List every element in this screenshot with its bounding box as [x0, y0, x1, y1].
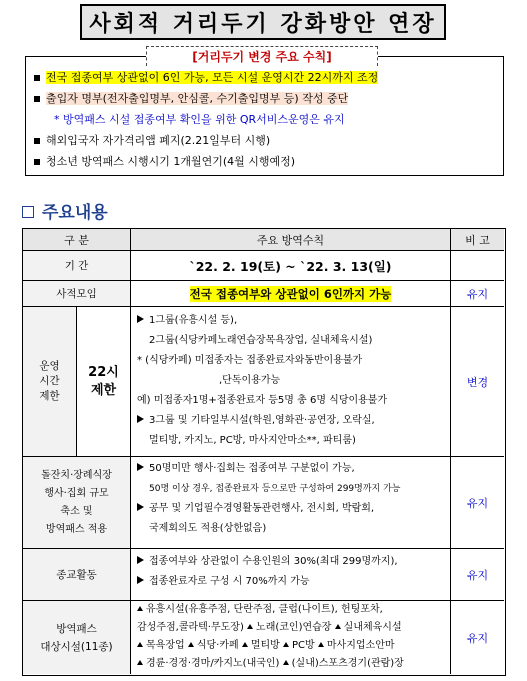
period-label: 기 간 — [23, 251, 131, 281]
square-bullet-icon — [34, 96, 40, 102]
religion-content — [131, 549, 451, 601]
small-triangle-icon — [137, 660, 143, 665]
triangle-bullet-icon — [137, 315, 144, 323]
hours-line: 3그룹 및 기타일부시설(학원,영화관·공연장, 오락실, — [137, 411, 375, 431]
summary-box — [25, 50, 504, 176]
section-heading: 주요내용 — [22, 198, 108, 223]
square-bullet-icon — [34, 159, 40, 165]
hours-line: 멀티방, 카지노, PC방, 마사지안마소**, 파티룸) — [149, 435, 356, 446]
square-outline-icon — [22, 206, 34, 218]
square-bullet-icon — [34, 75, 40, 81]
pass-note: 유지 — [466, 631, 489, 645]
hours-line: 1그룹(유흥시설 등), — [137, 311, 237, 331]
small-triangle-icon — [242, 642, 248, 647]
summary-subnote: * 방역패스 시설 접종여부 확인을 위한 QR서비스운영은 유지 — [54, 113, 345, 126]
private-gathering-note: 유지 — [451, 281, 504, 307]
events-content — [131, 457, 451, 549]
rules-table — [22, 228, 506, 676]
page-title: 사회적 거리두기 강화방안 연장 — [89, 11, 437, 37]
hours-sublabel: 22시 제한 — [77, 307, 131, 457]
small-triangle-icon — [283, 660, 289, 665]
triangle-bullet-icon — [137, 576, 144, 584]
hours-note: 변경 — [451, 307, 504, 457]
small-triangle-icon — [137, 642, 143, 647]
summary-line: 전국 접종여부 상관없이 6인 가능, 모든 시설 운영시간 22시까지 조정 — [34, 69, 378, 85]
summary-heading: [거리두기 변경 주요 수칙] — [146, 46, 378, 66]
summary-line: 출입자 명부(전자출입명부, 안심콜, 수기출입명부 등) 작성 중단 — [34, 90, 348, 106]
pass-line: 감성주점,콜라텍·무도장) 노래(코인)연습장 실내체육시설 — [137, 622, 402, 633]
religion-line: 접종완료자로 구성 시 70%까지 가능 — [137, 572, 310, 592]
hours-line: 2그룹(식당카페노래연습장목욕장업, 실내체육시설) — [149, 335, 373, 346]
events-label: 돌잔치·장례식장 행사·집회 규모 축소 및 방역패스 적용 — [23, 457, 131, 549]
header-rules: 주요 방역수칙 — [131, 229, 451, 251]
hours-label: 운영 시간 제한 — [23, 307, 77, 457]
private-gathering-value: 전국 접종여부와 상관없이 6인까지 가능 — [131, 281, 451, 307]
small-triangle-icon — [137, 606, 143, 611]
summary-line: 청소년 방역패스 시행시기 1개월연기(4월 시행예정) — [34, 153, 295, 169]
events-note: 유지 — [451, 457, 504, 549]
triangle-bullet-icon — [137, 503, 144, 511]
events-line: 50명 이상 경우, 접종완료자 등으로만 구성하여 299명까지 가능 — [149, 484, 401, 494]
title-box — [80, 4, 446, 40]
hours-line: ,단독이용가능 — [219, 375, 281, 386]
period-note — [451, 251, 504, 281]
events-line: 국제회의도 적용(상한없음) — [149, 523, 267, 534]
pass-content — [131, 601, 451, 674]
private-gathering-label: 사적모임 — [23, 281, 131, 307]
religion-label: 종교활동 — [23, 549, 131, 601]
hours-line: * (식당카페) 미접종자는 접종완료자와동반이용불가 — [137, 355, 363, 366]
pass-line: 경륜·경정·경마/카지노(내국인) (실내)스포츠경기(관람)장 — [137, 655, 404, 673]
pass-line: 목욕장업 식당·카페 멀티방 PC방 마사지업소안마 — [137, 637, 395, 655]
religion-line: 접종여부와 상관없이 수용인원의 30%(최대 299명까지), — [137, 552, 398, 572]
small-triangle-icon — [188, 642, 194, 647]
small-triangle-icon — [318, 642, 324, 647]
pass-line: 유흥시설(유흥주점, 단란주점, 클럽(나이트), 헌팅포차, — [137, 601, 383, 619]
header-category: 구 분 — [23, 229, 131, 251]
period-value: `22. 2. 19(토) ~ `22. 3. 13(일) — [131, 251, 451, 281]
religion-note: 유지 — [451, 549, 504, 601]
triangle-bullet-icon — [137, 556, 144, 564]
hours-line: 예) 미접종자1명+접종완료자 등5명 총 6명 식당이용불가 — [137, 395, 388, 406]
summary-line: 해외입국자 자가격리앱 폐지(2.21일부터 시행) — [34, 132, 270, 148]
square-bullet-icon — [34, 138, 40, 144]
events-line: 공무 및 기업필수경영활동관련행사, 전시회, 박람회, — [137, 499, 374, 519]
hours-content — [131, 307, 451, 457]
small-triangle-icon — [247, 624, 253, 629]
small-triangle-icon — [283, 642, 289, 647]
triangle-bullet-icon — [137, 415, 144, 423]
header-note: 비 고 — [451, 229, 504, 251]
triangle-bullet-icon — [137, 463, 144, 471]
pass-label: 방역패스 대상시설(11종) — [23, 601, 131, 674]
small-triangle-icon — [335, 624, 341, 629]
events-line: 50명미만 행사·집회는 접종여부 구분없이 가능, — [137, 459, 355, 479]
